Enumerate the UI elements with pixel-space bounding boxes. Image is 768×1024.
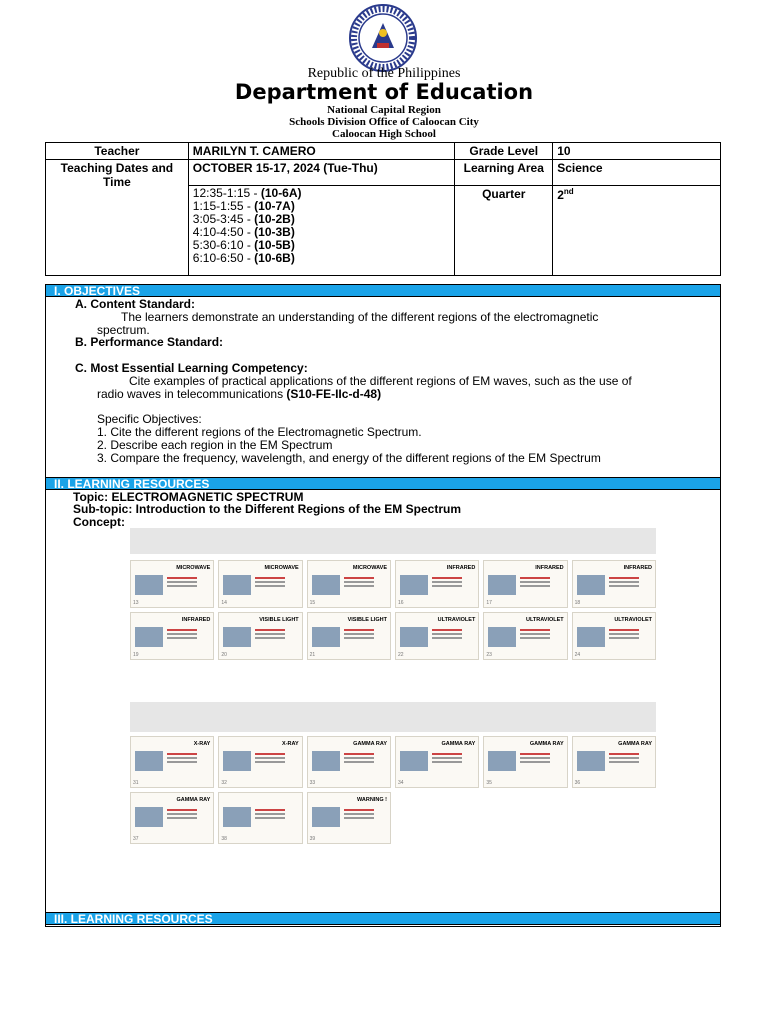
objective-item: 1. Cite the different regions of the Electromagnetic Spectrum. — [97, 425, 422, 439]
slide-thumbnail — [218, 736, 302, 788]
specific-objectives-label: Specific Objectives: — [97, 412, 202, 426]
slide-text-lines — [167, 753, 197, 755]
slide-thumbnail — [307, 612, 391, 660]
slide-title: GAMMA RAY — [176, 797, 211, 803]
schedule-row: 12:35-1:15 - (10-6A) — [192, 186, 302, 200]
slide-number: 18 — [574, 600, 581, 606]
teacher-label: Teacher — [46, 143, 189, 160]
slide-number: 35 — [486, 780, 492, 786]
slide-number: 31 — [133, 780, 139, 786]
slide-title: MICROWAVE — [176, 565, 211, 571]
performance-standard-label: B. Performance Standard: — [75, 335, 224, 349]
slide-image — [312, 751, 340, 771]
schedule-row: 3:05-3:45 - (10-2B) — [192, 212, 295, 226]
slide-text-lines — [432, 629, 462, 631]
area-value: Science — [553, 160, 721, 186]
slide-number: 15 — [309, 600, 316, 606]
schedule-list — [188, 186, 455, 276]
slide-image — [135, 807, 163, 827]
slide-thumbnail — [130, 612, 214, 660]
slide-image — [312, 807, 340, 827]
slide-image — [577, 751, 605, 771]
slide-thumbnail — [218, 612, 302, 660]
melc-code: (S10-FE-IIc-d-48) — [286, 387, 382, 401]
slide-thumbnail — [483, 560, 567, 608]
concept-label: Concept: — [73, 515, 125, 529]
slide-text-lines — [255, 809, 285, 811]
topic-line: Topic: ELECTROMAGNETIC SPECTRUM — [73, 490, 304, 504]
learning-resources-3-heading: III. LEARNING RESOURCES — [46, 912, 720, 925]
slide-title: MICROWAVE — [352, 565, 387, 571]
slide-number: 23 — [486, 652, 492, 658]
melc-text: Cite examples of practical applications of the different regions of EM waves, such as the use of — [129, 374, 632, 388]
slide-title: ULTRAVIOLET — [614, 617, 652, 623]
slide-text-lines — [520, 629, 550, 631]
slide-text-lines — [344, 753, 374, 755]
slide-title: X-RAY — [282, 741, 299, 747]
slide-image — [488, 575, 516, 595]
slide-number: 38 — [221, 836, 227, 842]
slide-thumbnail — [395, 736, 479, 788]
slide-image — [223, 807, 251, 827]
slide-image — [135, 751, 163, 771]
quarter-value: 2nd — [553, 186, 721, 276]
schedule-row: 4:10-4:50 - (10-3B) — [192, 225, 295, 239]
dates-label: Teaching Dates and Time — [46, 160, 189, 276]
slide-image — [577, 575, 605, 595]
slide-image — [312, 627, 340, 647]
slide-title: X-RAY — [193, 741, 211, 747]
slide-title: GAMMA RAY — [353, 741, 387, 747]
slide-title: INFRARED — [535, 565, 564, 571]
slide-number: 13 — [133, 600, 139, 606]
slide-title: ULTRAVIOLET — [437, 617, 476, 623]
department-title: Department of Education — [234, 80, 534, 104]
slide-number: 39 — [309, 836, 316, 842]
slide-image — [577, 627, 605, 647]
slide-text-lines — [255, 629, 285, 631]
slide-thumbnail — [130, 560, 214, 608]
slide-text-lines — [609, 577, 639, 579]
slide-title: ULTRAVIOLET — [525, 617, 564, 623]
slide-thumbnail — [130, 736, 214, 788]
slide-thumbnail — [572, 560, 656, 608]
slide-image — [135, 627, 163, 647]
slide-text-lines — [344, 809, 374, 811]
objective-item: 3. Compare the frequency, wavelength, and energy of the different regions of the EM Spectrum — [97, 451, 601, 465]
slide-number: 17 — [486, 600, 492, 606]
slide-title: GAMMA RAY — [441, 741, 476, 747]
slides-grid-bottom — [130, 736, 656, 844]
slide-thumbnail — [483, 736, 567, 788]
objectives-heading: I. OBJECTIVES — [46, 284, 720, 297]
slide-title: MICROWAVE — [264, 565, 299, 571]
slide-number: 24 — [574, 652, 581, 658]
slide-text-lines — [255, 577, 285, 579]
grade-label: Grade Level — [455, 143, 553, 160]
republic-line: Republic of the Philippines — [307, 66, 461, 81]
slide-thumbnail — [483, 612, 567, 660]
slide-number: 21 — [309, 652, 316, 658]
slide-title: GAMMA RAY — [618, 741, 652, 747]
schedule-row: 1:15-1:55 - (10-7A) — [192, 199, 295, 213]
grade-value: 10 — [553, 143, 721, 160]
slide-number: 34 — [398, 780, 404, 786]
slide-number: 20 — [221, 652, 227, 658]
slide-image — [488, 751, 516, 771]
slide-text-lines — [167, 809, 197, 811]
slide-text-lines — [167, 629, 197, 631]
quarter-label: Quarter — [455, 186, 553, 276]
dates-value: OCTOBER 15-17, 2024 (Tue-Thu) — [188, 160, 455, 186]
slide-title: VISIBLE LIGHT — [347, 617, 387, 623]
deped-seal-icon — [348, 3, 418, 73]
teacher-name: MARILYN T. CAMERO — [188, 143, 455, 160]
slide-thumbnail — [307, 736, 391, 788]
content-standard-label: A. Content Standard: — [75, 297, 195, 311]
slide-number: 37 — [133, 836, 139, 842]
slide-number: 14 — [221, 600, 227, 606]
slide-image — [223, 627, 251, 647]
slide-image — [312, 575, 340, 595]
slide-title: INFRARED — [446, 565, 476, 571]
melc-text-2: radio waves in telecommunications (S10-FE-IIc-d-48) — [97, 387, 382, 401]
objective-item: 2. Describe each region in the EM Spectrum — [97, 438, 333, 452]
slide-number: 19 — [133, 652, 139, 658]
slide-thumbnail — [218, 560, 302, 608]
slide-number: 36 — [574, 780, 581, 786]
slide-image — [400, 751, 428, 771]
slide-image — [223, 575, 251, 595]
slide-thumbnail — [130, 792, 214, 844]
area-label: Learning Area — [455, 160, 553, 186]
region-line: National Capital Region — [327, 104, 441, 116]
slide-text-lines — [520, 577, 550, 579]
slide-thumbnail — [395, 560, 479, 608]
slide-number: 32 — [221, 780, 227, 786]
slide-image — [135, 575, 163, 595]
school-line: Caloocan High School — [332, 128, 436, 140]
slide-thumbnail — [307, 560, 391, 608]
slide-title: GAMMA RAY — [529, 741, 564, 747]
slide-text-lines — [432, 577, 462, 579]
slide-text-lines — [609, 629, 639, 631]
slide-text-lines — [344, 629, 374, 631]
slides-grid-top — [130, 560, 656, 660]
slide-image — [223, 751, 251, 771]
content-standard-text: The learners demonstrate an understanding of the different regions of the electromagnetic — [121, 310, 599, 324]
schedule-row: 6:10-6:50 - (10-6B) — [192, 251, 295, 265]
subtopic-line: Sub-topic: Introduction to the Different Regions of the EM Spectrum — [73, 502, 461, 516]
melc-label: C. Most Essential Learning Competency: — [75, 361, 308, 375]
slide-text-lines — [344, 577, 374, 579]
slide-text-lines — [432, 753, 462, 755]
slide-text-lines — [167, 577, 197, 579]
slide-title: INFRARED — [623, 565, 652, 571]
info-table — [45, 142, 721, 276]
slide-number: 22 — [398, 652, 404, 658]
slide-image — [488, 627, 516, 647]
slide-title: INFRARED — [181, 617, 211, 623]
slides-strip-top — [130, 528, 656, 554]
slide-text-lines — [255, 753, 285, 755]
slide-thumbnail — [572, 736, 656, 788]
slide-thumbnail — [307, 792, 391, 844]
slide-number: 16 — [398, 600, 404, 606]
slide-number: 33 — [309, 780, 316, 786]
content-standard-text-2: spectrum. — [97, 323, 150, 337]
slide-title: WARNING ! — [357, 797, 387, 803]
schedule-row: 5:30-6:10 - (10-5B) — [192, 238, 295, 252]
slide-thumbnail — [218, 792, 302, 844]
learning-resources-heading: II. LEARNING RESOURCES — [46, 477, 720, 490]
slide-thumbnail — [572, 612, 656, 660]
slide-text-lines — [520, 753, 550, 755]
slide-image — [400, 627, 428, 647]
slides-strip-mid — [130, 702, 656, 732]
division-line: Schools Division Office of Caloocan City — [289, 116, 479, 128]
slide-image — [400, 575, 428, 595]
slide-title: VISIBLE LIGHT — [259, 617, 299, 623]
slide-thumbnail — [395, 612, 479, 660]
slide-text-lines — [609, 753, 639, 755]
